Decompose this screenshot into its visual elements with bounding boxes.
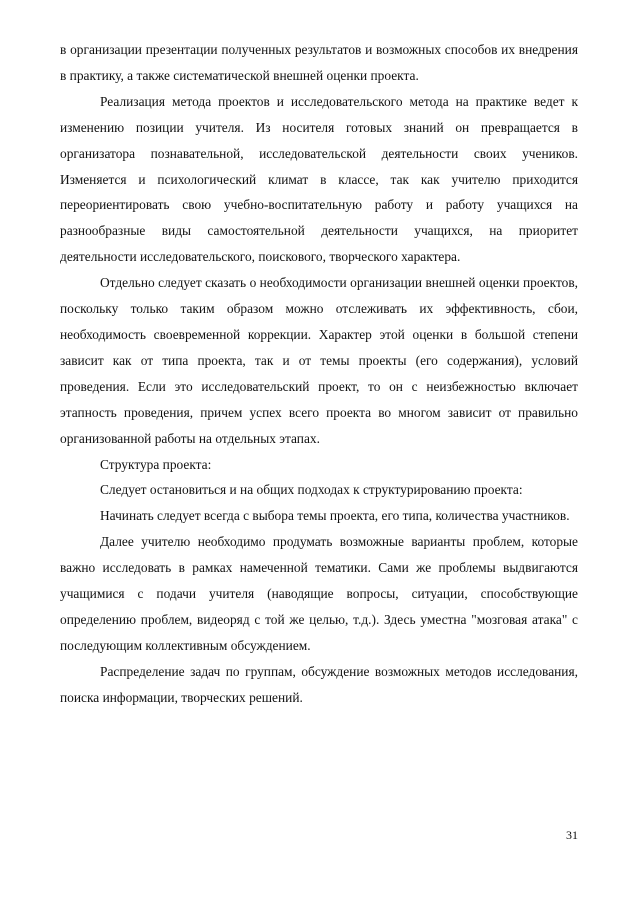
paragraph-general-approaches: Следует остановиться и на общих подходах к структурированию проекта: xyxy=(100,482,523,498)
paragraph-project-structure: Структура проекта: xyxy=(100,456,212,472)
body-text xyxy=(60,37,578,711)
paragraph-task-distribution: Распределение задач по группам, обсуждение возможных методов исследования, поиска информации, творческих решений. xyxy=(60,663,578,705)
paragraph-topic-selection: Начинать следует всегда с выбора темы проекта, его типа, количества участников. xyxy=(100,508,570,524)
paragraph-problem-variants: Далее учителю необходимо продумать возможные варианты проблем, которые важно исследовать в рамках намеченной тематики. Сами же проблемы выдвигаются учащимися с подачи учителя (наводящие вопросы, ситуации, способствующие определению проблем, видеоряд с той же целью, т.д.). Здесь уместна "мозговая атака" с последующим коллективным обсуждением. xyxy=(60,534,578,653)
paragraph-continuation: в организации презентации полученных результатов и возможных способов их внедрения в практику, а также систематической внешней оценки проекта. xyxy=(60,42,578,83)
page-number: 31 xyxy=(566,828,578,842)
paragraph-teacher-role: Реализация метода проектов и исследовательского метода на практике ведет к изменению позиции учителя. Из носителя готовых знаний он превращается в организатора познавательной, исследовательской деятельности своих учеников. Изменяется и психологический климат в классе, так как учителю приходится переориентировать свою учебно-воспитательную работу и работу учащихся на разнообразные виды самостоятельной деятельности учащихся, на приоритет деятельности исследовательского, поискового, творческого характера. xyxy=(60,93,578,265)
paragraph-external-evaluation: Отдельно следует сказать о необходимости организации внешней оценки проектов, поскольку только таким образом можно отслеживать их эффективность, сбои, необходимость своевременной коррекции. Характер этой оценки в большой степени зависит как от типа проекта, так и от темы проекты (его содержания), условий проведения. Если это исследовательский проект, то он с неизбежностью включает этапность проведения, причем успех всего проекта во многом зависит от правильно организованной работы на отдельных этапах. xyxy=(60,275,578,446)
